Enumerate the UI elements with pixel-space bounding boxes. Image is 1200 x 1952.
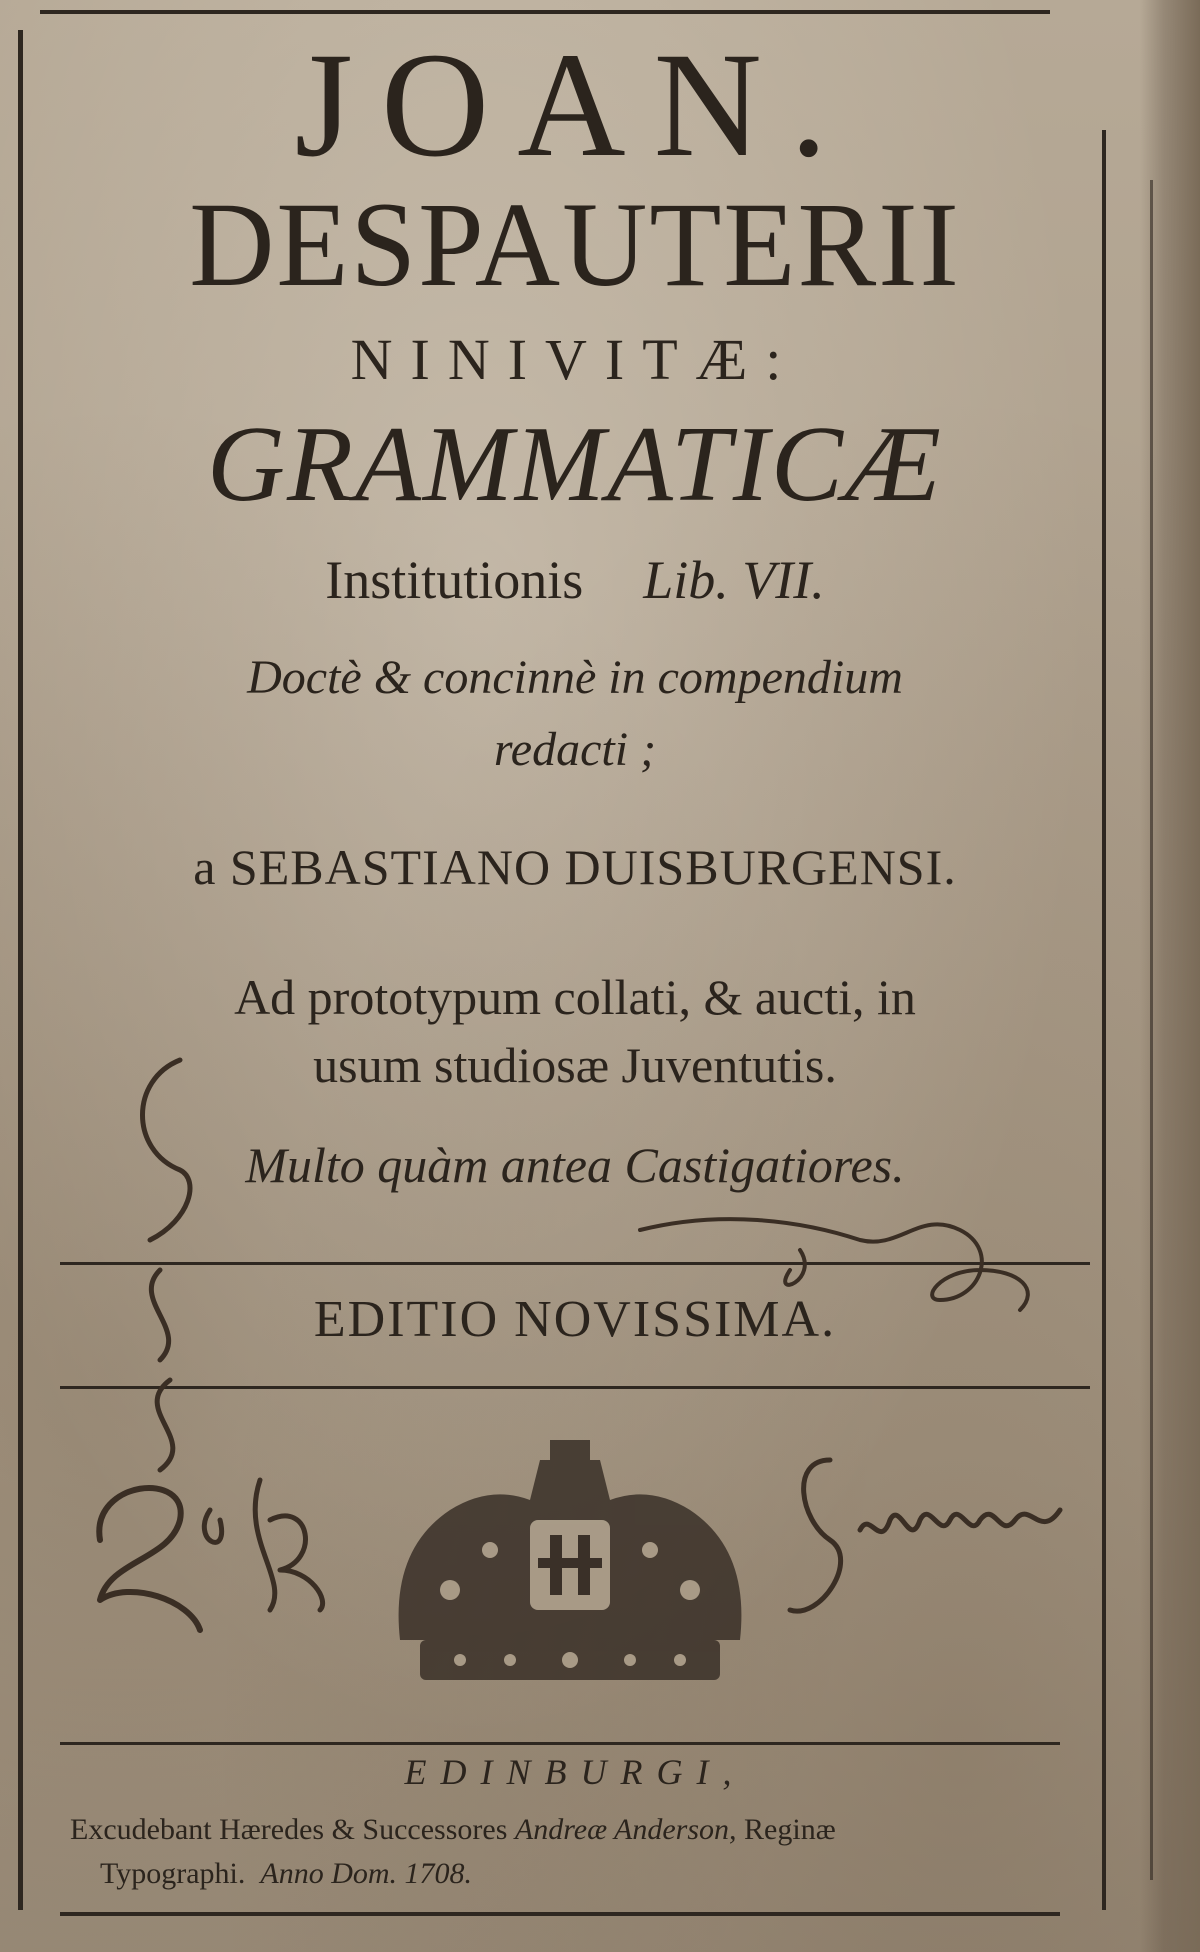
imprint-city: EDINBURGI, [404,1752,746,1792]
purpose-line-1: Ad prototypum collati, & aucti, in [234,969,916,1025]
author-surname: DESPAUTERII [189,177,961,312]
imprint-year: Anno Dom. 1708. [260,1857,473,1890]
imprint-date [100,1856,1000,1892]
page-edge [1140,0,1200,1952]
book-number: Lib. VII. [643,550,825,610]
border-right-outer [1150,180,1153,1880]
description-line-2: redacti ; [493,723,657,776]
border-right [1102,130,1106,1910]
printers-suffix: Reginæ [744,1813,836,1846]
edition-line: EDITIO NOVISSIMA. [313,1291,837,1348]
book-line [60,550,1090,610]
crown-icon [380,1440,760,1700]
handwritten-signature-sinclair [760,1440,1090,1640]
purpose-line-2: usum studiosæ Juventutis. [313,1037,837,1093]
institutionis-text: Institutionis [325,550,584,610]
printers-prefix: Excudebant Hæredes & Successores [70,1813,508,1846]
description-line-1: Doctè & concinnè in compendium [247,651,903,704]
printer-role: Typographi. [100,1857,246,1890]
author-origin: NINIVITÆ: [350,327,800,392]
border-left [18,30,23,1910]
editor-line: a SEBASTIANO DUISBURGENSI. [193,839,957,895]
handwritten-initials-lower [230,1460,340,1620]
border-bottom [60,1912,1060,1916]
work-title: GRAMMATICÆ [207,405,943,524]
printer-name: Andreæ Anderson, [514,1813,737,1846]
imprint-printers [70,1812,1090,1848]
rule-above-imprint [60,1742,1060,1745]
border-top [40,10,1050,14]
author-first-name: JOAN. [294,22,856,188]
handwritten-flourish-right [620,1190,1060,1340]
handwritten-signature-left [70,1040,240,1640]
castigation-line: Multo quàm antea Castigatiores. [245,1137,905,1193]
